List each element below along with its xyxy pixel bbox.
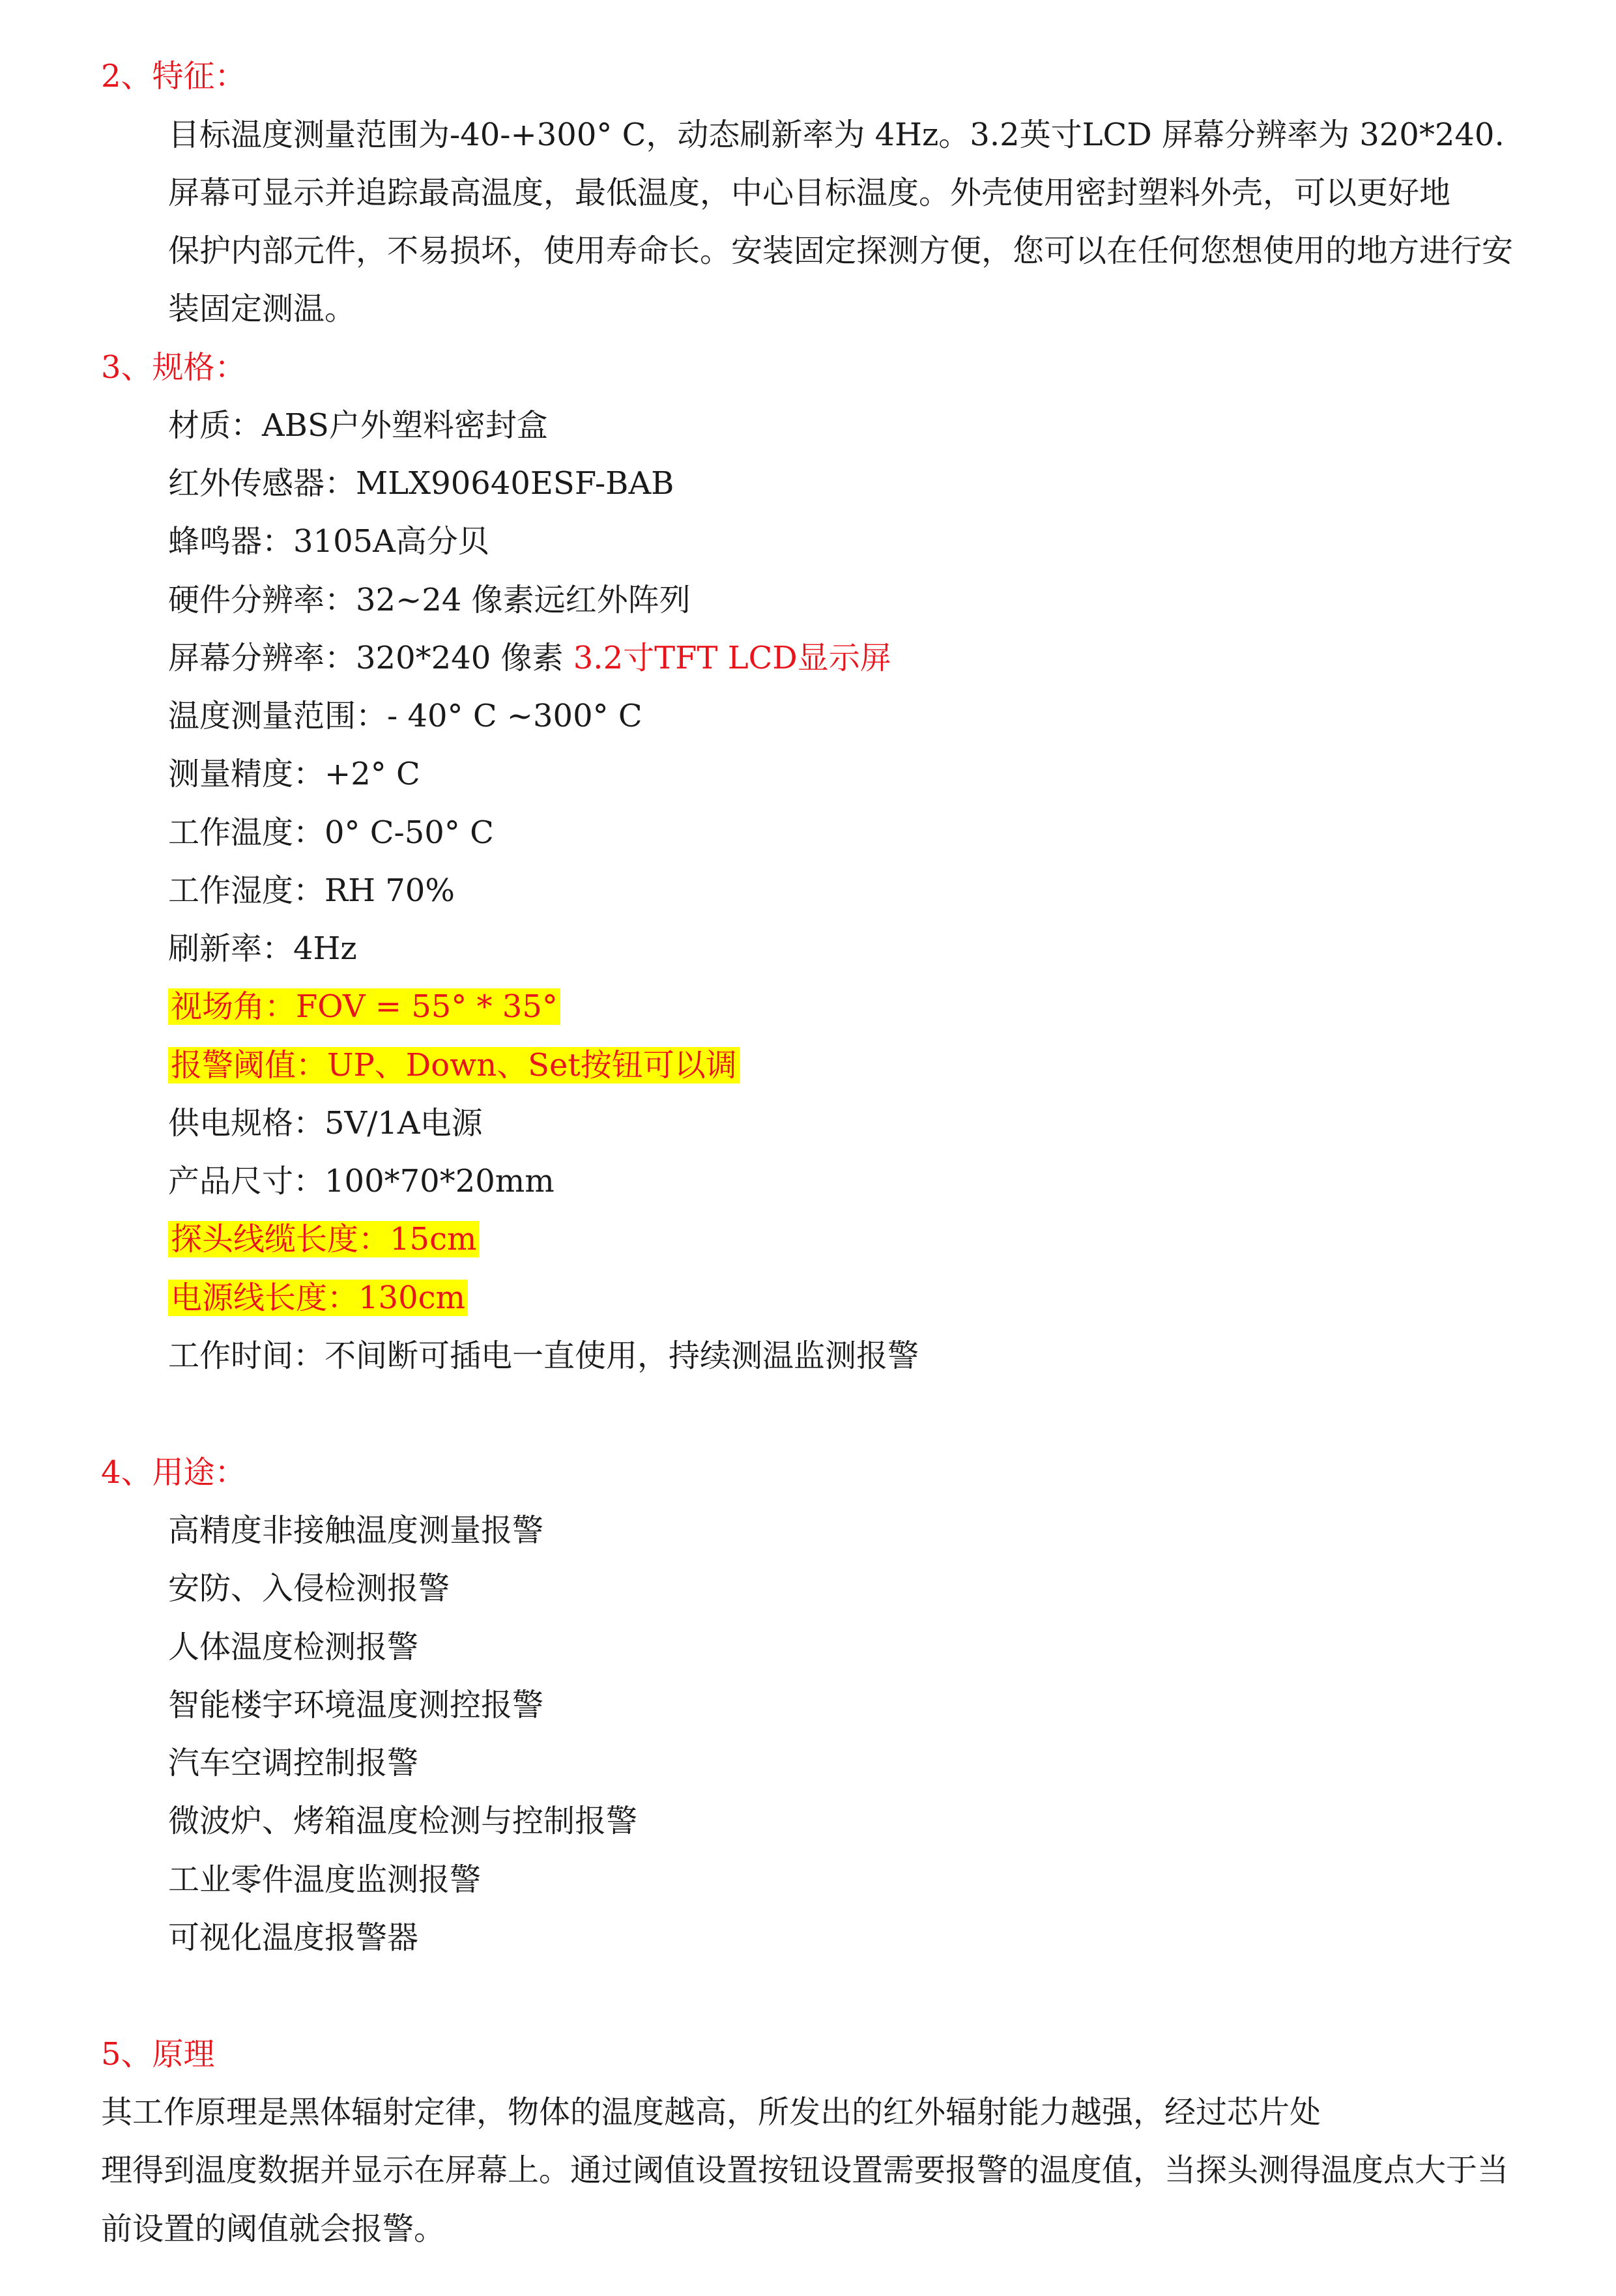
spec-operating-temperature: 工作温度：0° C-50° C <box>168 814 494 851</box>
features-line-3: 保护内部元件，不易损坏，使用寿命长。安装固定探测方便，您可以在任何您想使用的地方进行安 <box>168 233 1514 269</box>
spec-field-of-view-highlight: 视场角：FOV = 55° * 35° <box>168 988 560 1025</box>
section-heading-principle: 5、原理 <box>101 2036 215 2073</box>
spec-probe-cable-length <box>168 1218 479 1260</box>
use-item-6: 微波炉、烤箱温度检测与控制报警 <box>168 1803 638 1839</box>
use-item-8: 可视化温度报警器 <box>168 1919 419 1956</box>
spec-screen-resolution-label: 屏幕分辨率：320*240 像素 <box>168 640 573 676</box>
use-item-3: 人体温度检测报警 <box>168 1629 419 1665</box>
spec-hardware-resolution: 硬件分辨率：32~24 像素远红外阵列 <box>168 582 691 618</box>
use-item-4: 智能楼宇环境温度测控报警 <box>168 1687 544 1723</box>
spec-material: 材质：ABS户外塑料密封盒 <box>168 407 548 444</box>
spec-screen-type: 3.2寸TFT LCD显示屏 <box>573 640 891 676</box>
use-item-1: 高精度非接触温度测量报警 <box>168 1512 544 1549</box>
use-item-5: 汽车空调控制报警 <box>168 1745 419 1781</box>
section-heading-features: 2、特征： <box>101 58 246 94</box>
use-item-2: 安防、入侵检测报警 <box>168 1570 450 1607</box>
spec-temperature-range: 温度测量范围：- 40° C ~300° C <box>168 698 642 734</box>
spec-power-cable-length-highlight: 电源线长度：130cm <box>168 1280 468 1316</box>
spec-product-size: 产品尺寸：100*70*20mm <box>168 1163 555 1199</box>
spec-buzzer: 蜂鸣器：3105A高分贝 <box>168 523 489 560</box>
section-heading-specs: 3、规格： <box>101 349 246 386</box>
spec-refresh-rate: 刷新率：4Hz <box>168 930 357 967</box>
principle-line-3: 前设置的阈值就会报警。 <box>101 2211 446 2247</box>
principle-line-1: 其工作原理是黑体辐射定律，物体的温度越高，所发出的红外辐射能力越强，经过芯片处 <box>101 2094 1321 2131</box>
spec-screen-resolution <box>168 637 891 679</box>
spec-power-supply: 供电规格：5V/1A电源 <box>168 1105 483 1141</box>
section-heading-uses: 4、用途： <box>101 1454 246 1491</box>
spec-operating-humidity: 工作湿度：RH 70% <box>168 872 455 909</box>
features-line-2: 屏幕可显示并追踪最高温度，最低温度，中心目标温度。外壳使用密封塑料外壳，可以更好地 <box>168 175 1451 211</box>
spec-probe-cable-length-highlight: 探头线缆长度：15cm <box>168 1221 479 1257</box>
features-line-1: 目标温度测量范围为-40-+300° C，动态刷新率为 4Hz。3.2英寸LCD 屏幕分辨率为 320*240. <box>168 117 1505 153</box>
spec-ir-sensor: 红外传感器：MLX90640ESF-BAB <box>168 465 674 502</box>
spec-accuracy: 测量精度：+2° C <box>168 756 420 792</box>
principle-line-2: 理得到温度数据并显示在屏幕上。通过阈值设置按钮设置需要报警的温度值，当探头测得温度点大于当 <box>101 2152 1509 2188</box>
spec-power-cable-length <box>168 1277 468 1319</box>
use-item-7: 工业零件温度监测报警 <box>168 1861 482 1898</box>
spec-working-time: 工作时间：不间断可插电一直使用，持续测温监测报警 <box>168 1338 919 1374</box>
features-line-4: 装固定测温。 <box>168 291 356 327</box>
spec-field-of-view <box>168 986 560 1027</box>
spec-alarm-threshold-highlight: 报警阈值：UP、Down、Set按钮可以调 <box>168 1047 740 1083</box>
spec-alarm-threshold <box>168 1044 740 1086</box>
